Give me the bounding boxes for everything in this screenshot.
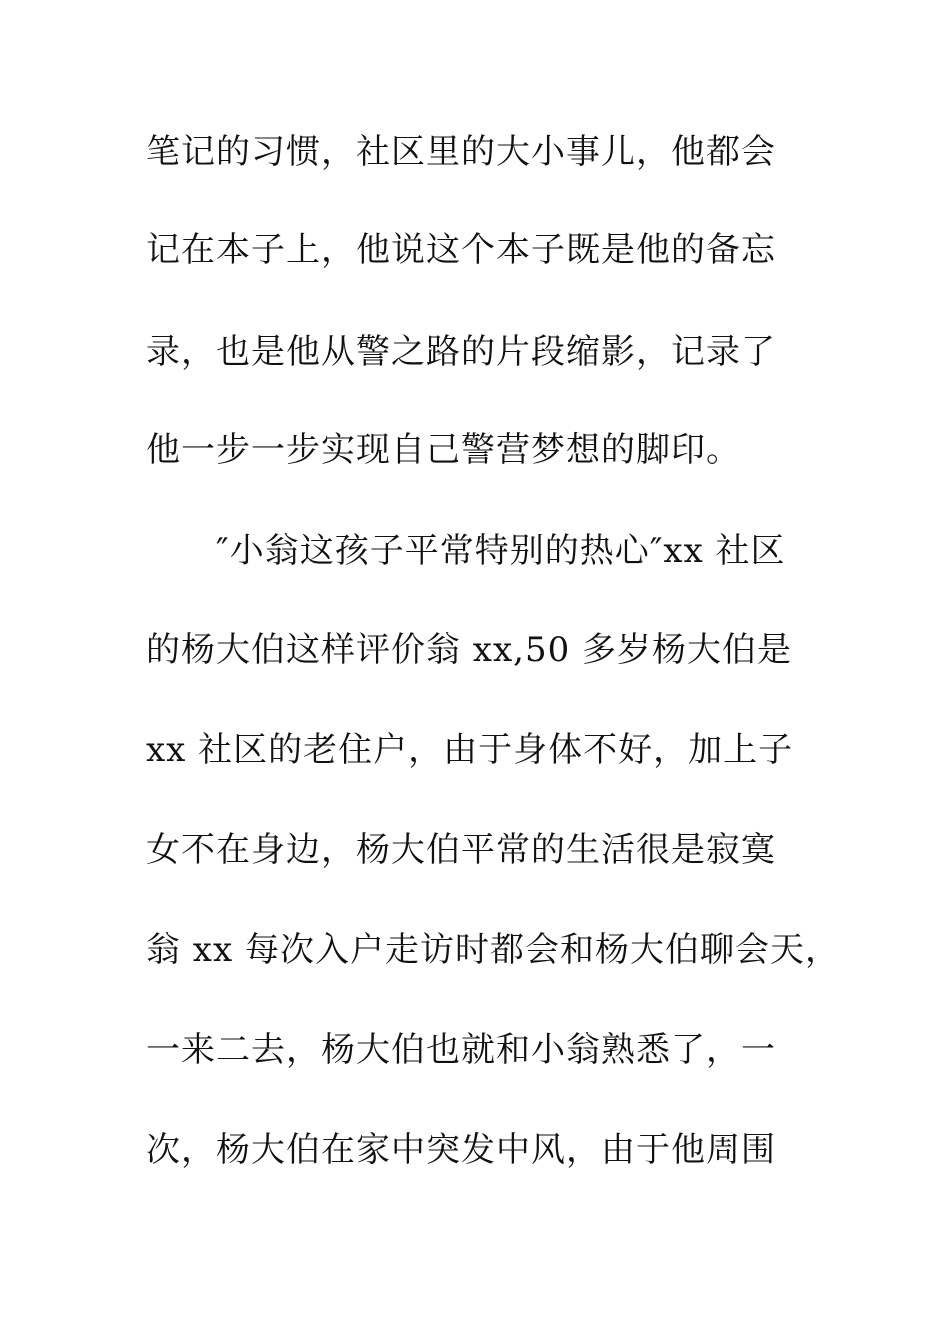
text-line-11: 次，杨大伯在家中突发中风，由于他周围 bbox=[146, 1130, 776, 1170]
text-line-7: xx 社区的老住户，由于身体不好，加上子 bbox=[146, 730, 794, 770]
text-line-4: 他一步一步实现自己警营梦想的脚印。 bbox=[146, 430, 741, 470]
text-line-3: 录，也是他从警之路的片段缩影，记录了 bbox=[146, 332, 776, 372]
text-line-9: 翁 xx 每次入户走访时都会和杨大伯聊会天， bbox=[146, 930, 840, 970]
text-line-2: 记在本子上，他说这个本子既是他的备忘 bbox=[146, 230, 776, 270]
text-line-6: 的杨大伯这样评价翁 xx,50 多岁杨大伯是 bbox=[146, 630, 793, 670]
text-line-8: 女不在身边，杨大伯平常的生活很是寂寞 bbox=[146, 830, 776, 870]
text-line-5-paragraph-start: ″小翁这孩子平常特别的热心″xx 社区 bbox=[216, 531, 786, 571]
text-line-10: 一来二去，杨大伯也就和小翁熟悉了，一 bbox=[146, 1030, 776, 1070]
text-line-1: 笔记的习惯，社区里的大小事儿，他都会 bbox=[146, 132, 776, 172]
